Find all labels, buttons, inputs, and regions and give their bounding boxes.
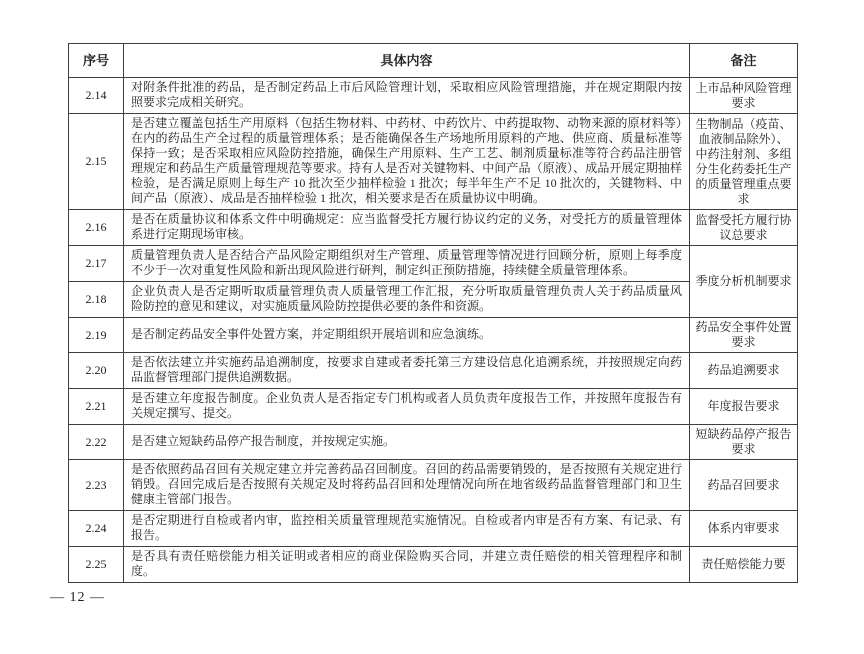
table-row: [69, 353, 798, 389]
cell-content: 是否依法建立并实施药品追溯制度，按要求自建或者委托第三方建设信息化追溯系统，并按照规定向药品监督管理部门提供追溯数据。: [124, 353, 690, 389]
cell-row-number: 2.18: [69, 282, 124, 318]
table-row: [69, 511, 798, 547]
cell-content: 企业负责人是否定期听取质量管理负责人质量管理工作汇报，充分听取质量管理负责人关于药品质量风险防控的意见和建议，对实施质量风险防控提供必要的条件和资源。: [124, 282, 690, 318]
cell-remark: 药品安全事件处置要求: [690, 318, 798, 353]
table-row: [69, 547, 798, 583]
cell-content: 是否制定药品安全事件处置方案，并定期组织开展培训和应急演练。: [124, 318, 690, 353]
page-number: — 12 —: [50, 590, 105, 605]
cell-remark: 生物制品（疫苗、血液制品除外）、中药注射剂、多组分生化药委托生产的质量管理重点要求: [690, 114, 798, 210]
table-header: [69, 44, 798, 78]
table-row: [69, 246, 798, 282]
header-no: 序号: [69, 44, 124, 78]
cell-row-number: 2.22: [69, 425, 124, 460]
table-row: [69, 318, 798, 353]
cell-row-number: 2.20: [69, 353, 124, 389]
header-remark: 备注: [690, 44, 798, 78]
cell-remark: 药品追溯要求: [690, 353, 798, 389]
cell-remark: 监督受托方履行协议总要求: [690, 210, 798, 246]
table-row: [69, 78, 798, 114]
checklist-table: [68, 43, 798, 583]
cell-remark: 短缺药品停产报告要求: [690, 425, 798, 460]
cell-row-number: 2.15: [69, 114, 124, 210]
cell-row-number: 2.24: [69, 511, 124, 547]
table-body: [69, 78, 798, 583]
header-content: 具体内容: [124, 44, 690, 78]
cell-row-number: 2.19: [69, 318, 124, 353]
cell-remark: 责任赔偿能力要: [690, 547, 798, 583]
table-row: [69, 460, 798, 511]
table-row: [69, 114, 798, 210]
cell-row-number: 2.14: [69, 78, 124, 114]
cell-content: 是否在质量协议和体系文件中明确规定：应当监督受托方履行协议约定的义务，对受托方的质量管理体系进行定期现场审核。: [124, 210, 690, 246]
cell-remark: 药品召回要求: [690, 460, 798, 511]
cell-row-number: 2.17: [69, 246, 124, 282]
cell-content: 是否建立短缺药品停产报告制度，并按规定实施。: [124, 425, 690, 460]
cell-row-number: 2.23: [69, 460, 124, 511]
table-row: [69, 210, 798, 246]
cell-content: 是否建立覆盖包括生产用原料（包括生物材料、中药材、中药饮片、中药提取物、动物来源的原材料等）在内的药品生产全过程的质量管理体系；是否能确保各生产场地所用原料的产地、供应商、质量标准等保持一致；是否采取相应风险防控措施，确保生产用原料、生产工艺、制剂质量标准等符合药品注册管理规定和药品生产质量管理规范等要求。持有人是否对关键物料、中间产品（原液）、成品开展定期抽样检验，是否满足原则上每生产 10 批次至少抽样检验 1 批次；每半年生产不足 10 批次的，关键物料、中间产品（原液）、成品是否抽样检验 1 批次，相关要求是否在质量协议中明确。: [124, 114, 690, 210]
cell-content: 对附条件批准的药品，是否制定药品上市后风险管理计划，采取相应风险管理措施，并在规定期限内按照要求完成相关研究。: [124, 78, 690, 114]
cell-remark: 年度报告要求: [690, 389, 798, 425]
table-row: [69, 389, 798, 425]
table-row: [69, 425, 798, 460]
table-row: [69, 282, 798, 318]
cell-row-number: 2.25: [69, 547, 124, 583]
cell-content: 质量管理负责人是否结合产品风险定期组织对生产管理、质量管理等情况进行回顾分析，原则上每季度不少于一次对重复性风险和新出现风险进行研判，制定纠正预防措施，持续健全质量管理体系。: [124, 246, 690, 282]
cell-remark: 上市品种风险管理要求: [690, 78, 798, 114]
table-header-row: [69, 44, 798, 78]
cell-content: 是否定期进行自检或者内审，监控相关质量管理规范实施情况。自检或者内审是否有方案、有记录、有报告。: [124, 511, 690, 547]
cell-row-number: 2.16: [69, 210, 124, 246]
cell-content: 是否建立年度报告制度。企业负责人是否指定专门机构或者人员负责年度报告工作，并按照年度报告有关规定撰写、提交。: [124, 389, 690, 425]
cell-content: 是否具有责任赔偿能力相关证明或者相应的商业保险购买合同，并建立责任赔偿的相关管理程序和制度。: [124, 547, 690, 583]
cell-row-number: 2.21: [69, 389, 124, 425]
cell-content: 是否依照药品召回有关规定建立并完善药品召回制度。召回的药品需要销毁的，是否按照有关规定进行销毁。召回完成后是否按照有关规定及时将药品召回和处理情况向所在地省级药品监督管理部门和卫生健康主管部门报告。: [124, 460, 690, 511]
cell-remark: 体系内审要求: [690, 511, 798, 547]
cell-remark: 季度分析机制要求: [690, 246, 798, 318]
document-page: [68, 43, 797, 583]
